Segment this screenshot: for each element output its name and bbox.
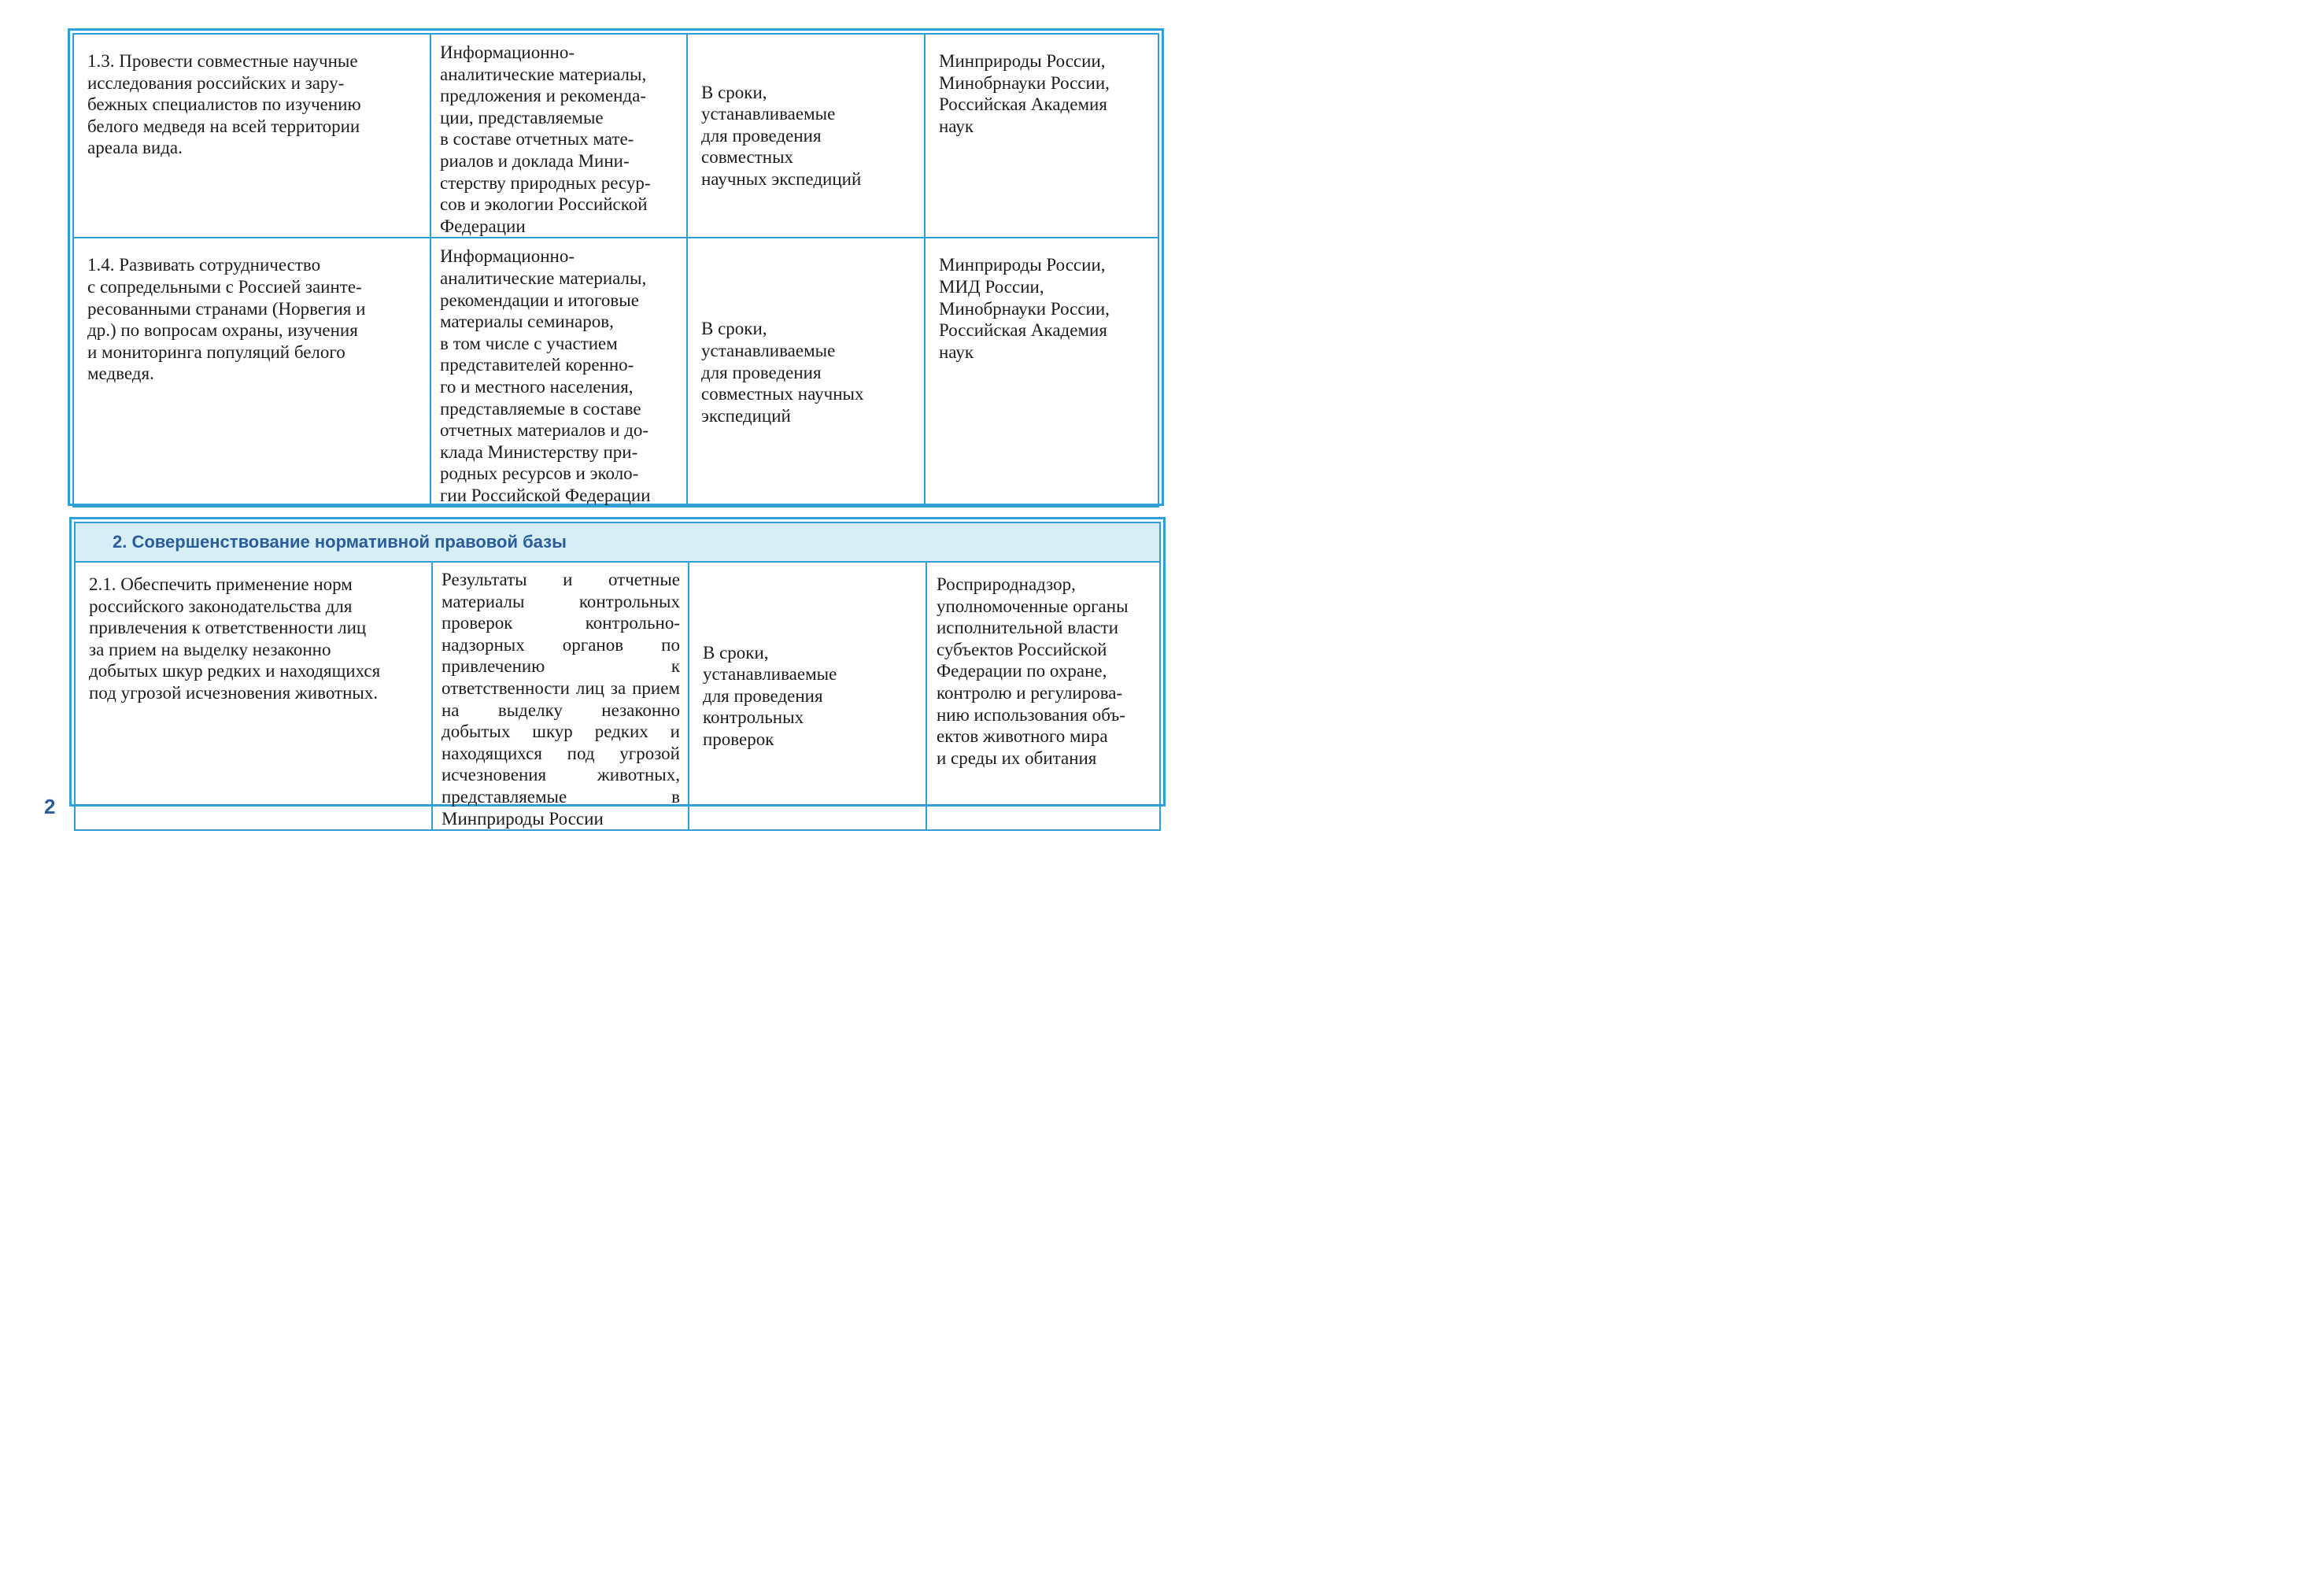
- deadline-text: В сроки, устанавливаемые для проведения контрольных проверок: [703, 642, 837, 749]
- section-title: 2. Совершенствование нормативной правовой базы: [75, 522, 1160, 562]
- task-text: [87, 254, 417, 385]
- task-cell: [73, 34, 430, 238]
- task-text: [87, 50, 417, 159]
- measures-table-2: [74, 522, 1161, 831]
- table-section-2: [69, 517, 1166, 829]
- deadline-cell: [687, 238, 925, 507]
- result-cell: [432, 562, 689, 830]
- result-cell: [430, 238, 687, 507]
- responsible-text: Минприроды России, Минобрнауки России, Российская Академия наук: [939, 51, 1110, 136]
- task-number: 2.1.: [89, 574, 116, 594]
- deadline-text: В сроки, устанавливаемые для проведения совместных научных экспедиций: [701, 319, 864, 426]
- task-description: Развивать сотрудничество с сопредельными с Россией заинте- ресованными странами (Норвегия и др.) по вопросам охраны, изучения и мониторинга популяций белого медведя.: [87, 255, 366, 384]
- task-cell: [75, 562, 432, 830]
- table-row: [73, 238, 1158, 507]
- section-header-row: [75, 522, 1160, 562]
- task-number: 1.3.: [87, 51, 115, 71]
- deadline-cell: [687, 34, 925, 238]
- page-number: 2: [44, 795, 56, 818]
- task-description: Провести совместные научные исследования российских и зару- бежных специалистов по изучению белого медведя на всей территории ареала вида.: [87, 51, 361, 158]
- table-row: [73, 34, 1158, 238]
- deadline-text: В сроки, устанавливаемые для проведения совместных научных экспедиций: [701, 82, 862, 190]
- task-number: 1.4.: [87, 255, 115, 275]
- table-row: [75, 562, 1160, 830]
- responsible-text: Росприроднадзор, уполномоченные органы исполнительной власти субъектов Российской Федерации по охране, контролю и регулирова- нию использования объ- ектов животного мира и среды их обитания: [937, 574, 1129, 768]
- task-cell: [73, 238, 430, 507]
- responsible-cell: [925, 238, 1158, 507]
- deadline-cell: [689, 562, 926, 830]
- measures-table-1: [72, 33, 1159, 508]
- result-text: Информационно- аналитические материалы, рекомендации и итоговые материалы семинаров, в том числе с участием представителей коренно- го и местного населения, представляемые в составе отчетных материалов и до- клада Министерству при- родных ресурсов и эколо- гии Российской Федерации: [440, 246, 651, 505]
- responsible-cell: [926, 562, 1160, 830]
- task-text: [89, 574, 419, 704]
- result-text: Информационно- аналитические материалы, предложения и рекоменда- ции, представляемые в составе отчетных мате- риалов и доклада Мини- стерству природных ресур- сов и экологии Российской Федерации: [440, 42, 651, 236]
- responsible-cell: [925, 34, 1158, 238]
- responsible-text: Минприроды России, МИД России, Минобрнауки России, Российская Академия наук: [939, 255, 1110, 362]
- result-text: Результаты и отчетные материалы контрольных проверок контрольно-надзорных органов по привлечению к ответственности лиц за прием на выделку незаконно добытых шкур редких и находящихся под угрозой исчезновения животных, представляемые в Минприроды России: [442, 570, 680, 829]
- result-cell: [430, 34, 687, 238]
- table-section-1: [68, 28, 1164, 506]
- task-description: Обеспечить применение норм российского законодательства для привлечения к ответственности лиц за прием на выделку незаконно добытых шкур редких и находящихся под угрозой исчезновения животных.: [89, 574, 381, 703]
